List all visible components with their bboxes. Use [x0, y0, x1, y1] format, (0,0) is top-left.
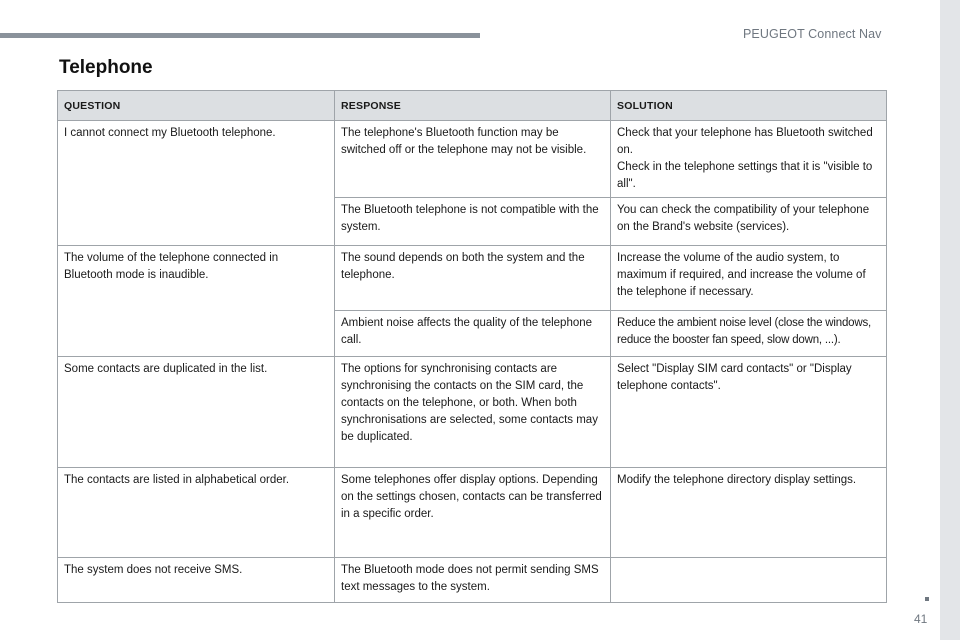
question-cell: The volume of the telephone connected in Bluetooth mode is inaudible. — [58, 246, 335, 357]
solution-cell: Reduce the ambient noise level (close the windows, reduce the booster fan speed, slow down, ...). — [611, 311, 887, 357]
solution-cell: Increase the volume of the audio system, to maximum if required, and increase the volume of the telephone if necessary. — [611, 246, 887, 311]
solution-cell: Select "Display SIM card contacts" or "Display telephone contacts". — [611, 357, 887, 468]
table-row — [58, 121, 887, 198]
continuation-marker — [925, 597, 929, 601]
response-cell: The telephone's Bluetooth function may be switched off or the telephone may not be visible. — [335, 121, 611, 198]
question-cell: I cannot connect my Bluetooth telephone. — [58, 121, 335, 246]
table-header-row — [58, 91, 887, 121]
solution-line: Check in the telephone settings that it is "visible to all". — [617, 161, 873, 190]
question-cell: The system does not receive SMS. — [58, 558, 335, 603]
column-header-solution: SOLUTION — [611, 91, 887, 121]
header-bar — [0, 33, 480, 38]
column-header-response: RESPONSE — [335, 91, 611, 121]
response-cell: The Bluetooth mode does not permit sending SMS text messages to the system. — [335, 558, 611, 603]
solution-cell — [611, 121, 887, 198]
column-header-question: QUESTION — [58, 91, 335, 121]
faq-table — [57, 90, 887, 603]
response-cell: Some telephones offer display options. Depending on the settings chosen, contacts can be transferred in a specific order. — [335, 468, 611, 558]
response-cell: The Bluetooth telephone is not compatible with the system. — [335, 198, 611, 246]
question-cell: The contacts are listed in alphabetical order. — [58, 468, 335, 558]
solution-cell: You can check the compatibility of your telephone on the Brand's website (services). — [611, 198, 887, 246]
table-row — [58, 246, 887, 311]
solution-cell — [611, 558, 887, 603]
brand-label: PEUGEOT Connect Nav — [743, 27, 882, 41]
table-row — [58, 468, 887, 558]
page-number: 41 — [914, 612, 928, 626]
response-cell: Ambient noise affects the quality of the telephone call. — [335, 311, 611, 357]
page-title: Telephone — [59, 57, 153, 78]
solution-cell: Modify the telephone directory display settings. — [611, 468, 887, 558]
response-cell: The options for synchronising contacts are synchronising the contacts on the SIM card, the contacts on the telephone, or both. When both synchronisations are selected, some contacts may be duplicated. — [335, 357, 611, 468]
solution-line: Check that your telephone has Bluetooth switched on. — [617, 127, 873, 156]
question-cell: Some contacts are duplicated in the list. — [58, 357, 335, 468]
table-row — [58, 558, 887, 603]
page-side-strip — [940, 0, 960, 640]
table-row — [58, 357, 887, 468]
response-cell: The sound depends on both the system and the telephone. — [335, 246, 611, 311]
